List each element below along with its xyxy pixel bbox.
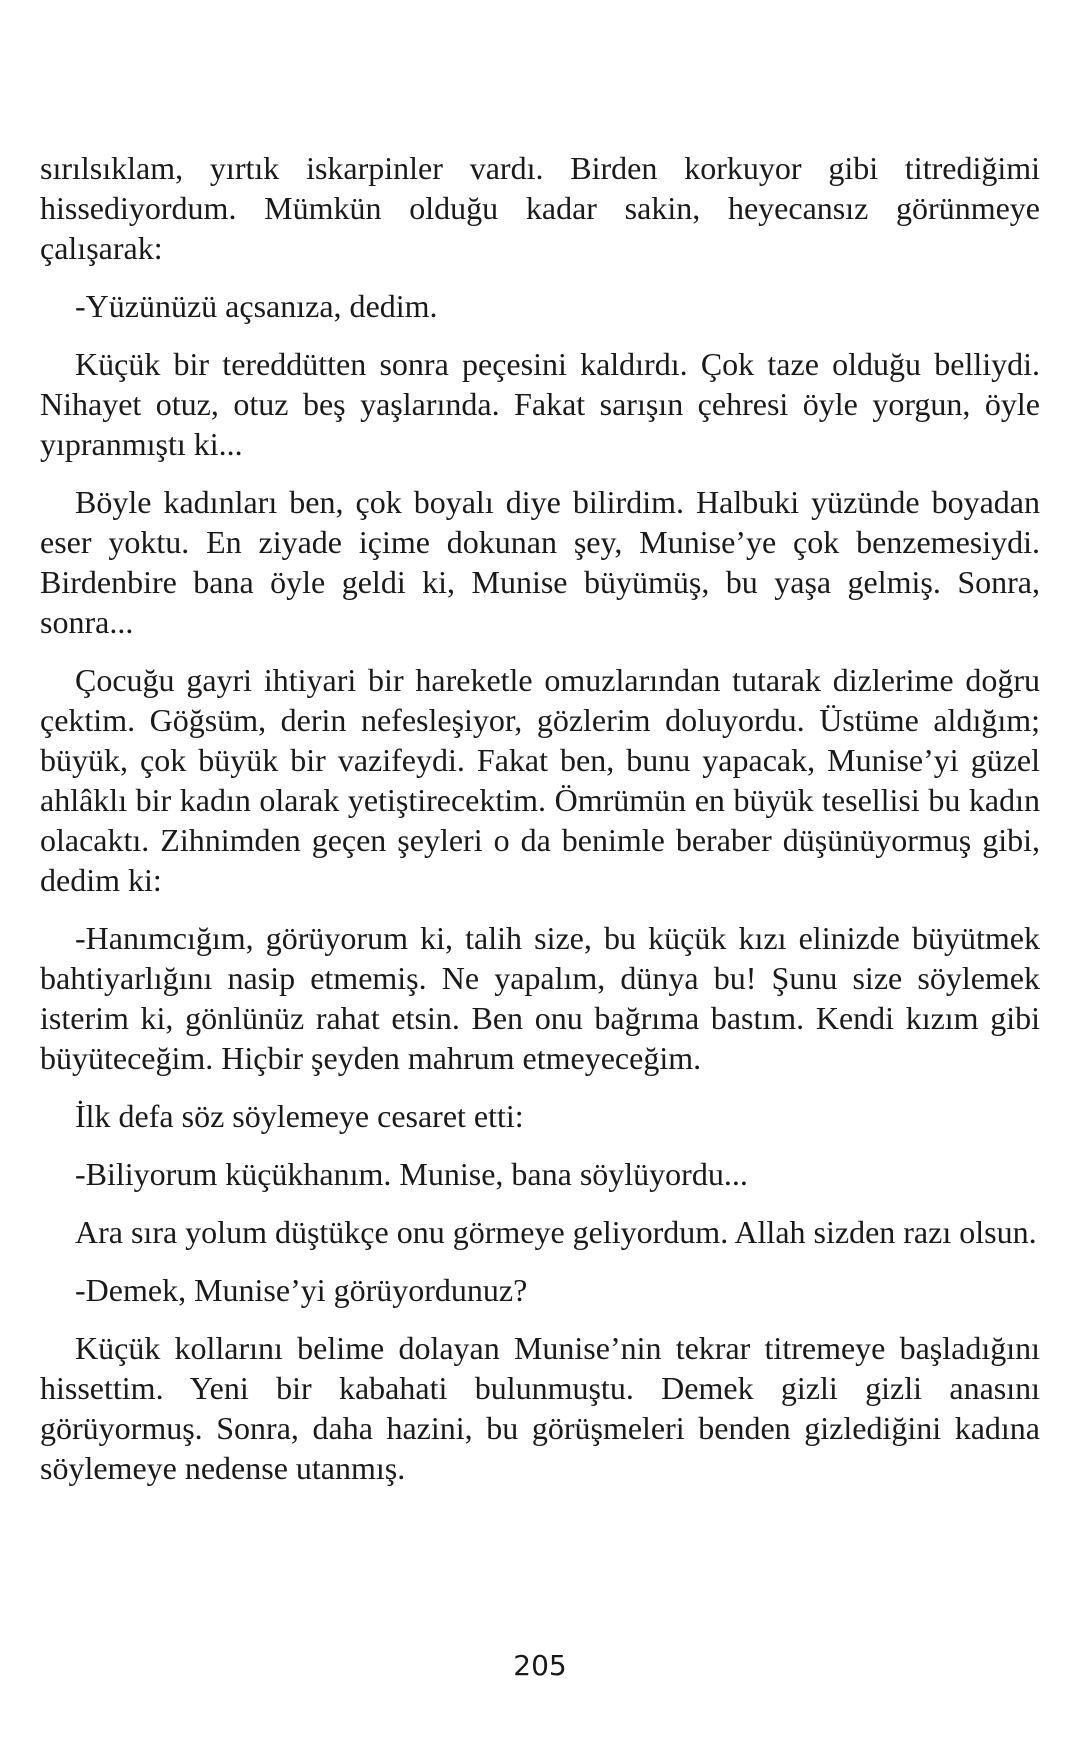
paragraph-4: Böyle kadınları ben, çok boyalı diye bilirdim. Halbuki yüzünde boyadan eser yoktu. En ziyade içime dokunan şey, Munise’ye çok benzemesiydi. Birdenbire bana öyle geldi ki, Munise büyümüş, bu yaşa gelmiş. Sonra, sonra...: [40, 484, 1040, 640]
paragraph-9: Ara sıra yolum düştükçe onu görmeye geliyordum. Allah sizden razı olsun.: [75, 1214, 1037, 1250]
paragraph-5: Çocuğu gayri ihtiyari bir hareketle omuzlarından tutarak dizlerime doğru çektim. Göğsüm, derin nefesleşiyor, gözlerim doluyordu. Üstüme aldığım; büyük, çok büyük bir vazifeydi. Fakat ben, bunu yapacak, Munise’yi güzel ahlâklı bir kadın olarak yetiştirecektim. Ömrümün en büyük tesellisi bu kadın olacaktı. Zihnimden geçen şeyleri o da benimle beraber düşünüyormuş gibi, dedim ki:: [40, 662, 1040, 898]
paragraph-2: -Yüzünüzü açsanıza, dedim.: [75, 288, 438, 324]
paragraph-8: -Biliyorum küçükhanım. Munise, bana söylüyordu...: [75, 1156, 748, 1192]
paragraph-6: -Hanımcığım, görüyorum ki, talih size, bu küçük kızı elinizde büyütmek bahtiyarlığını nasip etmemiş. Ne yapalım, dünya bu! Şunu size söylemek isterim ki, gönlünüz rahat etsin. Ben onu bağrıma bastım. Kendi kızım gibi büyüteceğim. Hiçbir şeyden mahrum etmeyeceğim.: [40, 920, 1040, 1076]
page-number: 205: [513, 1649, 567, 1682]
paragraph-10: -Demek, Munise’yi görüyordunuz?: [75, 1272, 528, 1308]
paragraph-1: sırılsıklam, yırtık iskarpinler vardı. Birden korkuyor gibi titrediğimi hissediyordum. Mümkün olduğu kadar sakin, heyecansız görünmeye çalışarak:: [40, 150, 1040, 266]
page-body: [40, 148, 1040, 1506]
paragraph-3: Küçük bir tereddütten sonra peçesini kaldırdı. Çok taze olduğu belliydi. Nihayet otuz, otuz beş yaşlarında. Fakat sarışın çehresi öyle yorgun, öyle yıpranmıştı ki...: [40, 346, 1040, 462]
paragraph-7: İlk defa söz söylemeye cesaret etti:: [75, 1098, 524, 1134]
paragraph-11: Küçük kollarını belime dolayan Munise’nin tekrar titremeye başladığını hissettim. Yeni bir kabahati bulunmuştu. Demek gizli gizli anasını görüyormuş. Sonra, daha hazini, bu görüşmeleri benden gizlediğini kadına söylemeye nedense utanmış.: [40, 1330, 1040, 1486]
